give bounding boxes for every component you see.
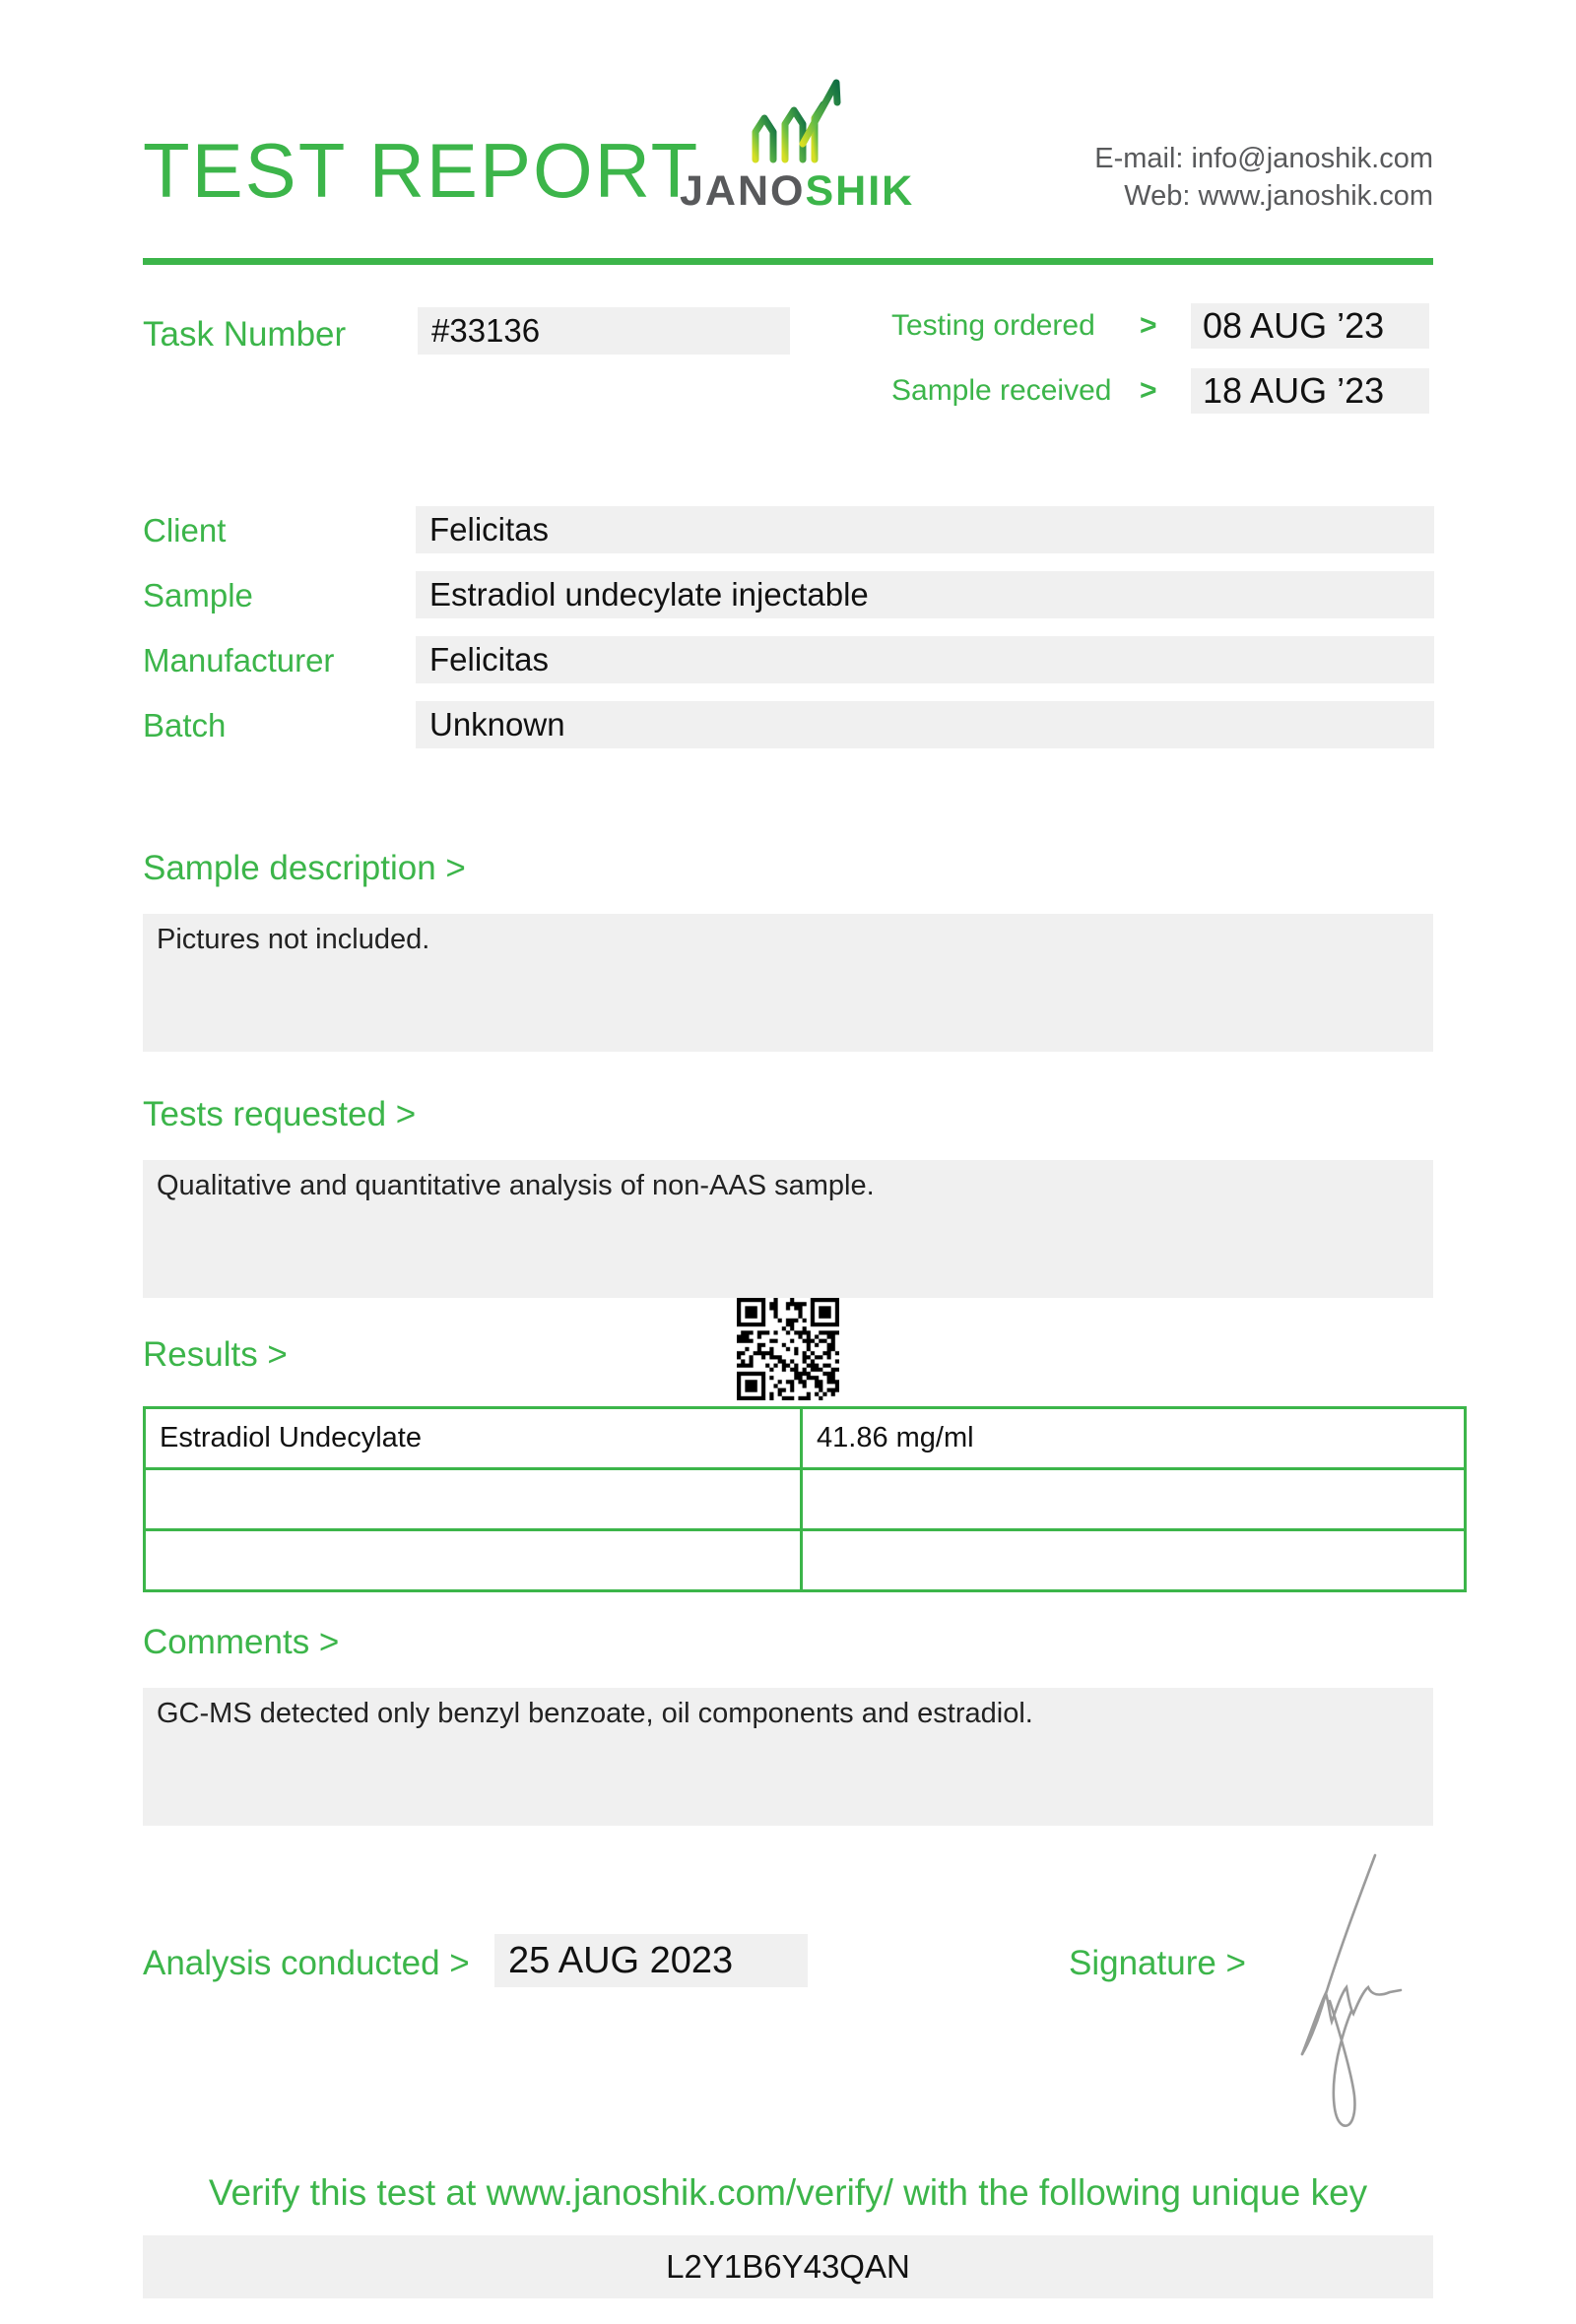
- signature-image: [1259, 1843, 1431, 2144]
- logo-text-shik: SHIK: [805, 167, 915, 215]
- sample-received-value: 18 AUG ’23: [1191, 368, 1429, 414]
- sample-description-text: Pictures not included.: [157, 924, 430, 955]
- logo-text-jano: JANO: [680, 167, 806, 215]
- sample-value: Estradiol undecylate injectable: [416, 571, 1434, 618]
- analysis-conducted-label: Analysis conducted >: [143, 1944, 470, 1982]
- comments-box: [143, 1688, 1433, 1826]
- logo: [680, 75, 915, 216]
- sample-description-box: [143, 914, 1433, 1052]
- chevron-right-icon: >: [1140, 374, 1157, 407]
- result-analyte: [145, 1530, 802, 1591]
- batch-value: Unknown: [416, 701, 1434, 748]
- results-row: [145, 1469, 1466, 1530]
- result-value: [802, 1469, 1466, 1530]
- testing-ordered-value: 08 AUG ’23: [1191, 303, 1429, 349]
- result-analyte: Estradiol Undecylate: [145, 1408, 802, 1469]
- result-value: 41.86 mg/ml: [802, 1408, 1466, 1469]
- results-heading: Results >: [143, 1335, 288, 1374]
- task-number-value: #33136: [418, 307, 790, 355]
- unique-key-value: L2Y1B6Y43QAN: [666, 2248, 910, 2285]
- testing-ordered-label: Testing ordered: [891, 309, 1095, 342]
- signature-label: Signature >: [1069, 1944, 1246, 1982]
- unique-key-bar: [143, 2235, 1433, 2298]
- web-label: Web:: [1124, 180, 1191, 212]
- logo-wordmark: [680, 167, 915, 216]
- web-value: www.janoshik.com: [1198, 180, 1433, 212]
- verify-instruction: Verify this test at www.janoshik.com/verify/ with the following unique key: [208, 2172, 1368, 2213]
- contact-email-line: [1094, 140, 1433, 177]
- contact-web-line: [1094, 177, 1433, 215]
- batch-label: Batch: [143, 707, 227, 743]
- comments-heading: Comments >: [143, 1623, 340, 1661]
- sample-received-label: Sample received: [891, 374, 1112, 407]
- sample-description-heading: Sample description >: [143, 849, 466, 887]
- email-label: E-mail:: [1094, 143, 1184, 174]
- tests-requested-box: [143, 1160, 1433, 1298]
- manufacturer-value: Felicitas: [416, 636, 1434, 683]
- task-number-label: Task Number: [143, 315, 347, 354]
- manufacturer-label: Manufacturer: [143, 642, 335, 678]
- chevron-right-icon: >: [1140, 309, 1157, 342]
- qr-code: [737, 1298, 839, 1400]
- sample-received-row: [891, 368, 1429, 414]
- client-label: Client: [143, 512, 227, 549]
- analysis-date-value: 25 AUG 2023: [494, 1934, 808, 1987]
- results-table: [143, 1406, 1467, 1592]
- client-value: Felicitas: [416, 506, 1434, 553]
- testing-ordered-row: [891, 303, 1429, 349]
- result-value: [802, 1530, 1466, 1591]
- email-value: info@janoshik.com: [1191, 143, 1433, 174]
- tests-requested-text: Qualitative and quantitative analysis of non-AAS sample.: [157, 1170, 875, 1201]
- page-title: TEST REPORT: [143, 127, 700, 214]
- logo-chart-icon: [742, 75, 844, 165]
- results-row: [145, 1408, 1466, 1469]
- contact-block: [1094, 140, 1433, 215]
- result-analyte: [145, 1469, 802, 1530]
- header-divider: [143, 258, 1433, 265]
- results-row: [145, 1530, 1466, 1591]
- comments-text: GC-MS detected only benzyl benzoate, oil components and estradiol.: [157, 1698, 1033, 1729]
- tests-requested-heading: Tests requested >: [143, 1095, 417, 1133]
- sample-label: Sample: [143, 577, 253, 613]
